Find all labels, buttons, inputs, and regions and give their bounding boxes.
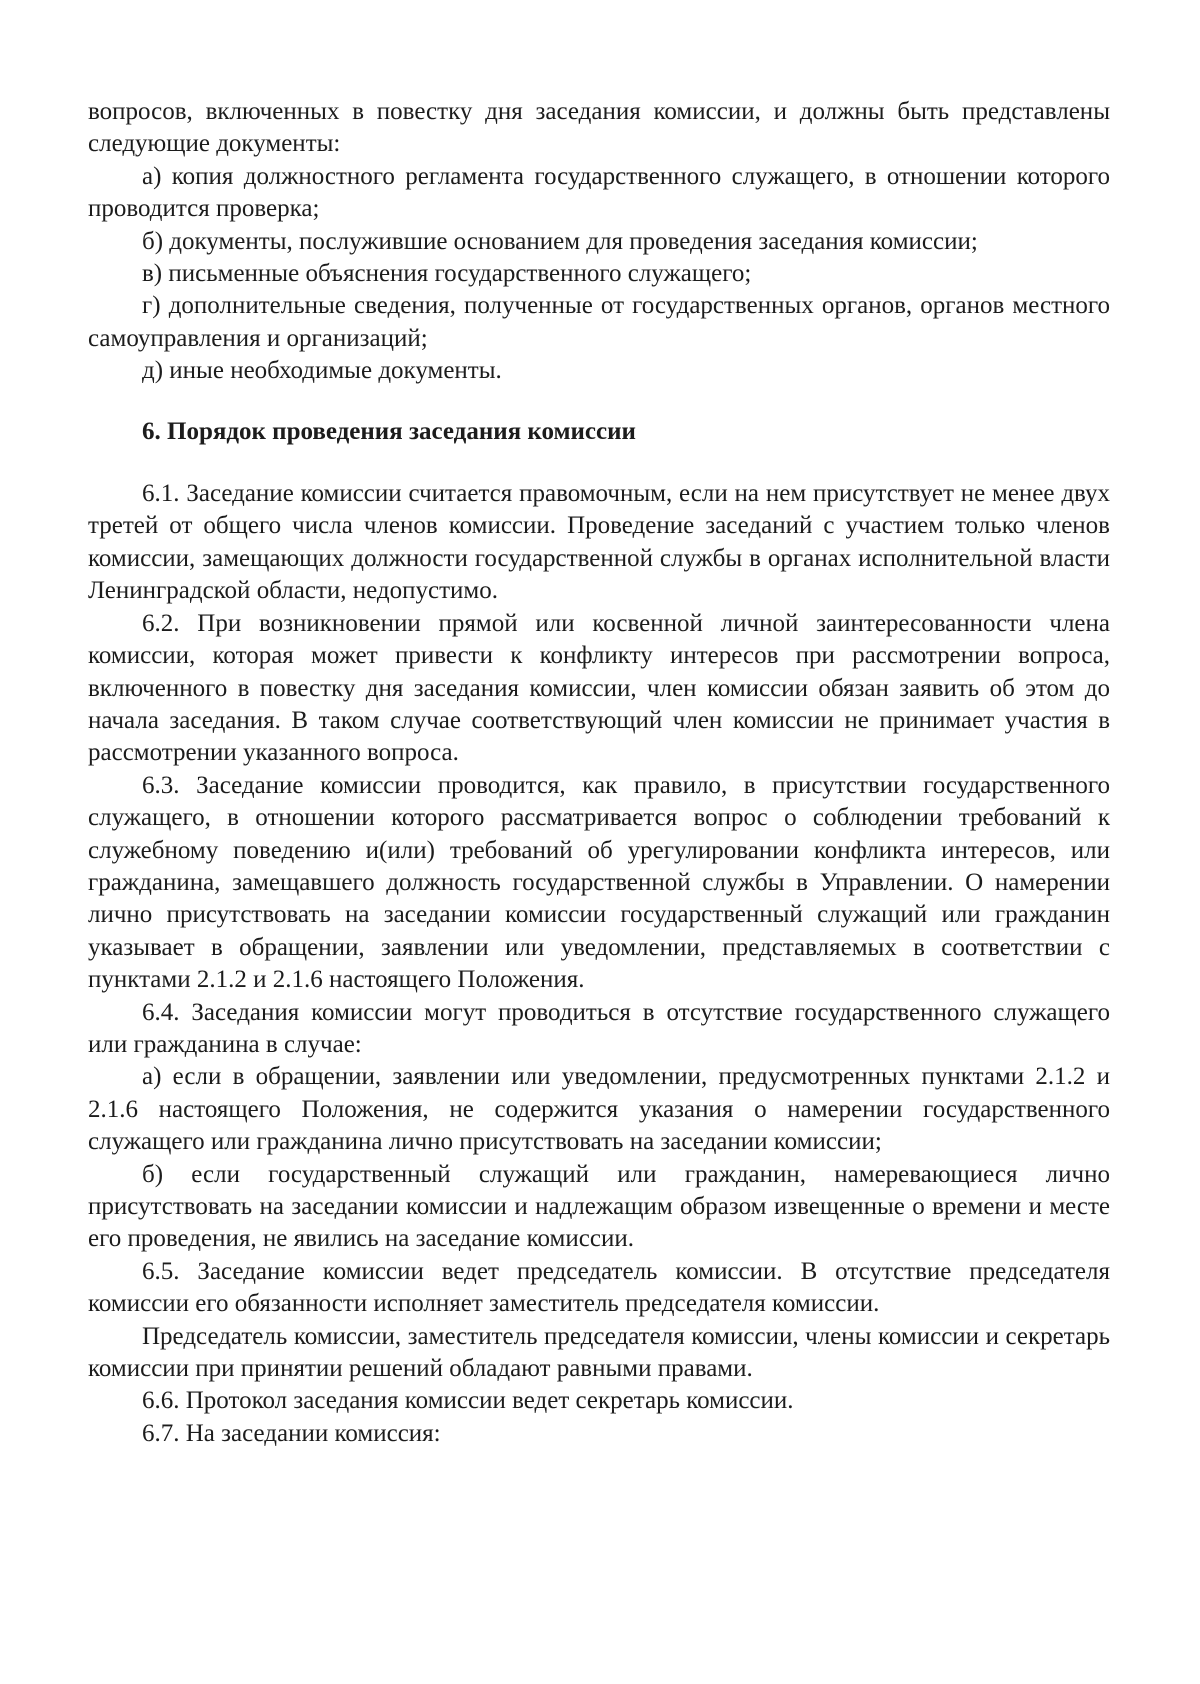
paragraph-6-5: 6.5. Заседание комиссии ведет председатель комиссии. В отсутствие председателя комиссии его обязанности исполняет заместитель председателя комиссии. (88, 1257, 1110, 1318)
paragraph-continuation: вопросов, включенных в повестку дня заседания комиссии, и должны быть представлены следующие документы: (88, 98, 1110, 158)
paragraph-6-4-b: б) если государственный служащий или гражданин, намеревающиеся лично присутствовать на заседании комиссии и надлежащим образом извещенные о времени и месте его проведения, не явились на заседание комиссии. (88, 1160, 1110, 1253)
list-item-a: а) копия должностного регламента государственного служащего, в отношении которого проводится проверка; (88, 162, 1110, 223)
document-page (88, 96, 1110, 1450)
list-item-b: б) документы, послужившие основанием для проведения заседания комиссии; (142, 227, 978, 255)
paragraph-6-3: 6.3. Заседание комиссии проводится, как правило, в присутствии государственного служащего, в отношении которого рассматривается вопрос о соблюдении требований к служебному поведению и(или) требований об урегулировании конфликта интересов, или гражданина, замещавшего должность государственной службы в Управлении. О намерении лично присутствовать на заседании комиссии государственный служащий или гражданин указывает в обращении, заявлении или уведомлении, представляемых в соответствии с пунктами 2.1.2 и 2.1.6 настоящего Положения. (88, 771, 1110, 994)
paragraph-6-2: 6.2. При возникновении прямой или косвенной личной заинтересованности члена комиссии, которая может привести к конфликту интересов при рассмотрении вопроса, включенного в повестку дня заседания комиссии, член комиссии обязан заявить об этом до начала заседания. В таком случае соответствующий член комиссии не принимает участия в рассмотрении указанного вопроса. (88, 609, 1110, 767)
paragraph-6-5-rights: Председатель комиссии, заместитель председателя комиссии, члены комиссии и секретарь комиссии при принятии решений обладают равными правами. (88, 1322, 1110, 1383)
paragraph-6-7: 6.7. На заседании комиссия: (142, 1419, 441, 1447)
list-item-g: г) дополнительные сведения, полученные от государственных органов, органов местного самоуправления и организаций; (88, 292, 1110, 352)
paragraph-6-6: 6.6. Протокол заседания комиссии ведет секретарь комиссии. (142, 1387, 794, 1415)
paragraph-6-1: 6.1. Заседание комиссии считается правомочным, если на нем присутствует не менее двух третей от общего числа членов комиссии. Проведение заседаний с участием только членов комиссии, замещающих должности государственной службы в органах исполнительной власти Ленинградской области, недопустимо. (88, 480, 1110, 605)
paragraph-6-4: 6.4. Заседания комиссии могут проводиться в отсутствие государственного служащего или гражданина в случае: (88, 998, 1110, 1058)
paragraph-6-4-a: а) если в обращении, заявлении или уведомлении, предусмотренных пунктами 2.1.2 и 2.1.6 настоящего Положения, не содержится указания о намерении государственного служащего или гражданина лично присутствовать на заседании комиссии; (88, 1063, 1110, 1156)
section-heading: 6. Порядок проведения заседания комиссии (142, 417, 636, 445)
list-item-v: в) письменные объяснения государственного служащего; (142, 260, 752, 288)
list-item-d: д) иные необходимые документы. (142, 357, 502, 385)
